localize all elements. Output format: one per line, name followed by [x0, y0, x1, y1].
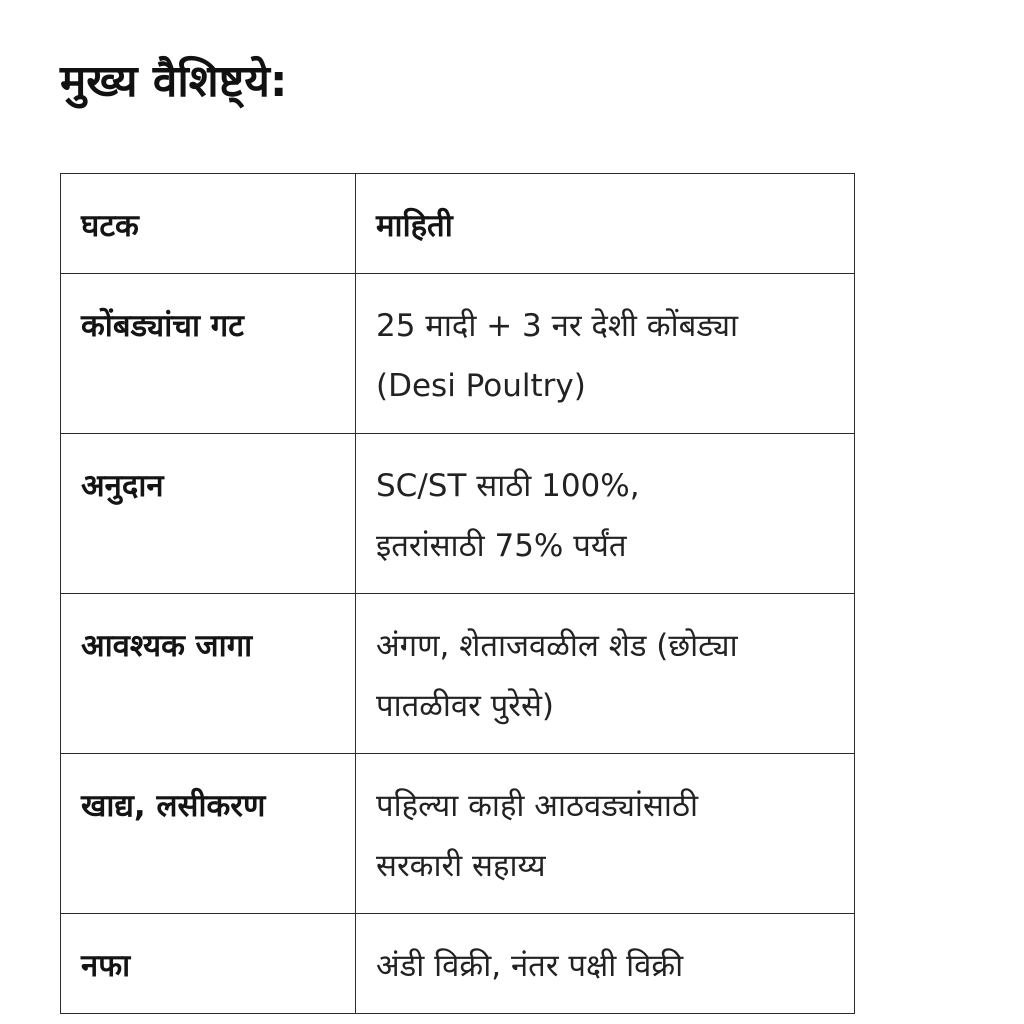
row-label: अनुदान	[61, 434, 356, 594]
row-info	[356, 914, 855, 1014]
row-info-line: 25 मादी + 3 नर देशी कोंबड्या	[376, 308, 739, 344]
row-info-line: अंडी विक्री, नंतर पक्षी विक्री	[376, 948, 684, 984]
table-row	[61, 434, 855, 594]
header-cell-component: घटक	[61, 174, 356, 274]
row-info-line: सरकारी सहाय्य	[376, 848, 546, 884]
row-info	[356, 754, 855, 914]
row-info-line: (Desi Poultry)	[376, 368, 586, 404]
row-info	[356, 594, 855, 754]
row-label: आवश्यक जागा	[61, 594, 356, 754]
row-label: कोंबड्यांचा गट	[61, 274, 356, 434]
table-row	[61, 914, 855, 1014]
table-header-row	[61, 174, 855, 274]
row-info-line: इतरांसाठी 75% पर्यंत	[376, 528, 627, 564]
row-info-line: पहिल्या काही आठवड्यांसाठी	[376, 788, 698, 824]
features-table	[60, 173, 855, 1014]
row-info-line: अंगण, शेताजवळील शेड (छोट्या	[376, 628, 738, 664]
table-row	[61, 274, 855, 434]
row-label: नफा	[61, 914, 356, 1014]
row-info	[356, 434, 855, 594]
row-info-line: पातळीवर पुरेसे)	[376, 688, 555, 724]
row-info	[356, 274, 855, 434]
table-row	[61, 754, 855, 914]
table-row	[61, 594, 855, 754]
row-info-line: SC/ST साठी 100%,	[376, 468, 640, 504]
row-label: खाद्य, लसीकरण	[61, 754, 356, 914]
header-cell-information: माहिती	[356, 174, 855, 274]
page-heading: मुख्य वैशिष्ट्ये:	[60, 56, 288, 107]
